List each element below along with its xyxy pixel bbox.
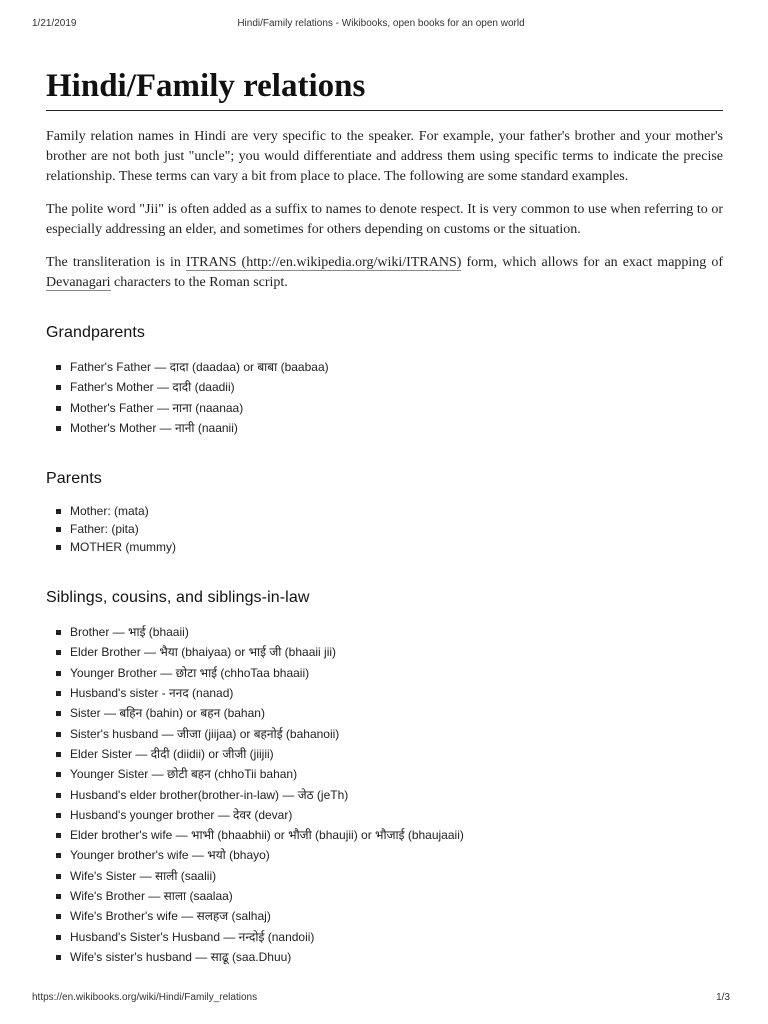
list-item <box>70 805 723 825</box>
bullet-icon <box>56 935 61 940</box>
parents-list <box>46 502 723 556</box>
list-item-text: Mother's Father — नाना (naanaa) <box>70 400 244 415</box>
transliteration-paragraph <box>46 253 723 293</box>
bullet-icon <box>56 650 61 655</box>
siblings-list <box>46 622 723 967</box>
list-item <box>70 866 723 886</box>
list-item-text: Sister — बहिन (bahin) or बहन (bahan) <box>70 706 265 721</box>
list-item <box>70 703 723 723</box>
parents-heading: Parents <box>46 470 102 488</box>
jii-paragraph: The polite word "Jii" is often added as a suffix to names to denote respect. It is very common to use when referring to or especially addressing an elder, and sometimes for others depending on customs or the situation. <box>46 202 723 237</box>
page-number: 1/3 <box>716 992 730 1003</box>
bullet-icon <box>56 671 61 676</box>
bullet-icon <box>56 874 61 879</box>
list-item-text: Husband's younger brother — देवर (devar) <box>70 807 293 822</box>
list-item-text: Mother's Mother — नानी (naanii) <box>70 420 238 435</box>
list-item-text: Elder Brother — भैया (bhaiyaa) or भाई जी (bhaaii jii) <box>70 645 337 660</box>
list-item-text: Wife's Sister — साली (saalii) <box>70 868 217 883</box>
bullet-icon <box>56 772 61 777</box>
list-item-text: Husband's elder brother(brother-in-law) — जेठ (jeTh) <box>70 787 349 802</box>
list-item <box>70 886 723 906</box>
list-item-text: Mother: (mata) <box>70 504 149 519</box>
bullet-icon <box>56 793 61 798</box>
list-item-text: Wife's Brother's wife — सलहज (salhaj) <box>70 909 271 924</box>
devanagari-link[interactable]: Devanagari <box>46 275 111 290</box>
list-item <box>70 357 723 377</box>
itrans-link[interactable]: ITRANS (http://en.wikipedia.org/wiki/ITRANS) <box>185 255 462 270</box>
bullet-icon <box>56 955 61 960</box>
list-item <box>70 906 723 926</box>
bullet-icon <box>56 853 61 858</box>
list-item <box>70 377 723 397</box>
list-item-text: Wife's Brother — साला (saalaa) <box>70 889 233 904</box>
list-item <box>70 520 723 538</box>
list-item-text: Father's Father — दादा (daadaa) or बाबा (baabaa) <box>70 360 329 374</box>
bullet-icon <box>56 406 61 411</box>
bullet-icon <box>56 833 61 838</box>
list-item-text: Father's Mother — दादी (daadii) <box>70 380 235 395</box>
siblings-heading: Siblings, cousins, and siblings-in-law <box>46 589 310 607</box>
bullet-icon <box>56 691 61 696</box>
transliteration-text-1: The transliteration is in <box>46 255 186 270</box>
list-item-text: Father: (pita) <box>70 522 139 537</box>
list-item-text: Younger Brother — छोटा भाई (chhoTaa bhaaii) <box>70 665 310 680</box>
list-item <box>70 947 723 967</box>
list-item-text: Younger brother's wife — भयो (bhayo) <box>70 848 270 863</box>
bullet-icon <box>56 426 61 431</box>
list-item-text: Sister's husband — जीजा (jiijaa) or बहनोई (bahanoii) <box>70 726 340 741</box>
bullet-icon <box>56 732 61 737</box>
list-item <box>70 642 723 662</box>
bullet-icon <box>56 365 61 370</box>
bullet-icon <box>56 527 61 532</box>
list-item <box>70 845 723 865</box>
list-item <box>70 538 723 556</box>
list-item <box>70 927 723 947</box>
grandparents-list <box>46 357 723 438</box>
list-item <box>70 502 723 520</box>
transliteration-text-2: form, which allows for an exact mapping of <box>461 255 724 270</box>
list-item-text: Husband's sister - ननद (nanad) <box>70 686 234 701</box>
page-title: Hindi/Family relations <box>46 60 723 111</box>
bullet-icon <box>56 545 61 550</box>
bullet-icon <box>56 385 61 390</box>
bullet-icon <box>56 894 61 899</box>
list-item <box>70 683 723 703</box>
list-item-text: Brother — भाई (bhaaii) <box>70 625 189 640</box>
bullet-icon <box>56 711 61 716</box>
print-page-title: Hindi/Family relations - Wikibooks, open books for an open world <box>237 18 525 29</box>
list-item-text: Husband's Sister's Husband — नन्दोई (nandoii) <box>70 929 315 944</box>
list-item <box>70 785 723 805</box>
list-item <box>70 764 723 784</box>
grandparents-heading: Grandparents <box>46 324 146 341</box>
list-item <box>70 744 723 764</box>
bullet-icon <box>56 630 61 635</box>
list-item <box>70 398 723 418</box>
list-item <box>70 724 723 744</box>
bullet-icon <box>56 509 61 514</box>
list-item <box>70 418 723 438</box>
intro-paragraph: Family relation names in Hindi are very specific to the speaker. For example, your father's brother and your mother's brother are not both just "uncle"; you would differentiate and address them using specific terms to indicate the precise relationship. These terms can vary a bit from place to place. The following are some standard examples. <box>46 129 723 184</box>
transliteration-text-3: characters to the Roman script. <box>110 275 288 290</box>
bullet-icon <box>56 813 61 818</box>
list-item-text: Elder Sister — दीदी (diidii) or जीजी (jiijii) <box>70 746 274 761</box>
print-footer <box>32 992 730 1006</box>
list-item-text: Wife's sister's husband — साढू (saa.Dhuu) <box>70 949 292 964</box>
print-date: 1/21/2019 <box>32 18 77 29</box>
list-item <box>70 622 723 642</box>
list-item <box>70 663 723 683</box>
bullet-icon <box>56 914 61 919</box>
list-item-text: Younger Sister — छोटी बहन (chhoTii bahan) <box>70 767 298 782</box>
article-content <box>46 60 723 967</box>
list-item-text: MOTHER (mummy) <box>70 540 176 555</box>
list-item-text: Elder brother's wife — भाभी (bhaabhii) or भौजी (bhaujii) or भौजाई (bhaujaaii) <box>70 828 464 843</box>
list-item <box>70 825 723 845</box>
print-header <box>32 18 730 32</box>
print-url: https://en.wikibooks.org/wiki/Hindi/Family_relations <box>32 992 258 1003</box>
bullet-icon <box>56 752 61 757</box>
